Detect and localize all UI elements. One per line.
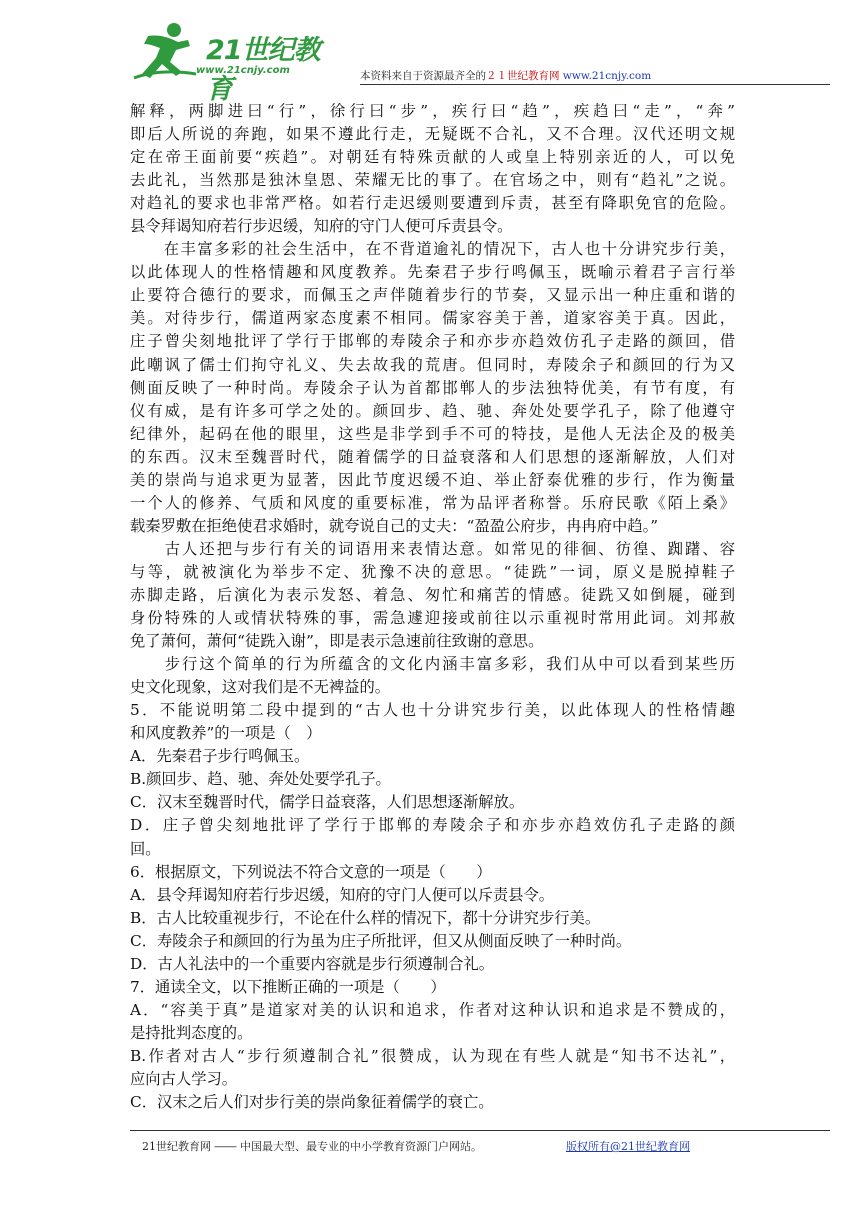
- text-line: C．汉末之后人们对步行美的崇尚象征着儒学的衰亡。: [130, 1093, 494, 1112]
- text-line: 步行这个简单的行为所蕴含的文化内涵丰富多彩，我们从中可以看到某些历: [130, 655, 735, 674]
- page-header: [130, 18, 830, 105]
- text-line: 免了萧何，萧何“徒跣入谢”，即是表示急速前往致谢的意思。: [130, 632, 544, 651]
- text-line: 与等，就被演化为举步不定、犹豫不决的意思。“徒跣”一词，原义是脱掉鞋子: [130, 562, 735, 581]
- header-url-link[interactable]: www.21cnjy.com: [562, 70, 652, 82]
- header-divider: [360, 84, 830, 85]
- text-line: D．庄子曾尖刻地批评了学行于邯郸的寿陵余子和亦步亦趋效仿孔子走路的颜: [130, 816, 735, 835]
- text-line: A．先秦君子步行鸣佩玉。: [130, 747, 310, 766]
- text-line: 即后人所说的奔跑，如果不遵此行走，无疑既不合礼，又不合理。汉代还明文规: [130, 125, 735, 144]
- text-line: A．县令拜谒知府若行步迟缓，知府的守门人便可以斥责县令。: [130, 885, 555, 904]
- text-line: 一个人的修养、气质和风度的重要标准，常为品评者称誉。乐府民歌《陌上桑》: [130, 493, 735, 512]
- text-line: B．古人比较重视步行，不论在什么样的情况下，都十分讲究步行美。: [130, 908, 601, 927]
- text-line: 史文化现象，这对我们是不无裨益的。: [130, 678, 391, 697]
- text-line: A．“容美于真”是道家对美的认识和追求，作者对这种认识和追求是不赞成的，: [130, 1000, 735, 1019]
- logo-url: www.21cnjy.com: [196, 65, 290, 76]
- text-line: 纪律外，起码在他的眼里，这些是非学到手不可的特技，是他人无法企及的极美: [130, 424, 735, 443]
- footer-divider: [130, 1130, 830, 1131]
- text-line: 县令拜谒知府若行步迟缓，知府的守门人便可斥责县令。: [130, 217, 513, 236]
- text-line: 的东西。汉末至魏晋时代，随着儒学的日益衰落和人们思想的逐渐解放，人们对: [130, 447, 735, 466]
- text-line: 6．根据原文，下列说法不符合文意的一项是（ ）: [130, 862, 492, 881]
- text-line: 5．不能说明第二段中提到的“古人也十分讲究步行美，以此体现人的性格情趣: [130, 701, 735, 720]
- text-line: 美。对待步行，儒道两家态度素不相同。儒家容美于善，道家容美于真。因此，: [130, 309, 735, 328]
- logo-wordmark: 21世纪教育: [206, 35, 320, 105]
- site-logo: [130, 18, 340, 105]
- text-line: 古人还把与步行有关的词语用来表情达意。如常见的徘徊、彷徨、踟躇、容: [130, 539, 735, 558]
- text-line: 侧面反映了一种时尚。寿陵余子认为首都邯郸人的步法独特优美，有节有度，有: [130, 378, 735, 397]
- text-line: 身份特殊的人或情状特殊的事，需急遽迎接或前往以示重视时常用此词。刘邦赦: [130, 609, 735, 628]
- header-source-note: [360, 68, 651, 83]
- text-line: 仪有威，是有许多可学之处的。颜回步、趋、驰、奔处处要学孔子，除了他遵守: [130, 401, 735, 420]
- text-line: 解释，两脚进曰“行”，徐行曰“步”，疾行曰“趋”，疾趋曰“走”，“奔”: [130, 102, 735, 120]
- text-line: 对趋礼的要求也非常严格。如若行走迟缓则要遭到斥责，甚至有降职免官的危险。: [130, 194, 735, 213]
- footer-tagline: 21世纪教育网 ―― 中国最大型、最专业的中小学教育资源门户网站。: [142, 1140, 482, 1153]
- text-line: B.颜回步、趋、驰、奔处处要学孔子。: [130, 770, 391, 789]
- text-line: 止要符合德行的要求，而佩玉之声伴随着步行的节奏，又显示出一种庄重和谐的: [130, 286, 735, 305]
- text-line: 去此礼，当然那是独沐皇恩、荣耀无比的事了。在官场之中，则有“趋礼”之说。: [130, 171, 735, 190]
- text-line: 是持批判态度的。: [130, 1023, 253, 1042]
- text-line: 以此体现人的性格情趣和风度教养。先秦君子步行鸣佩玉，既喻示着君子言行举: [130, 263, 735, 282]
- text-line: 赤脚走路，后演化为表示发怒、着急、匆忙和痛苦的情感。徒跣又如倒屣，碰到: [130, 585, 735, 604]
- article-body: [130, 100, 735, 1114]
- text-line: 庄子曾尖刻地批评了学行于邯郸的寿陵余子和亦步亦趋效仿孔子走路的颜回，借: [130, 332, 735, 351]
- text-line: 应向古人学习。: [130, 1069, 238, 1088]
- text-line: 在丰富多彩的社会生活中，在不背道逾礼的情况下，古人也十分讲究步行美，: [130, 240, 735, 259]
- page-footer: [130, 1130, 830, 1170]
- text-line: 载秦罗敷在拒绝使君求婚时，就夸说自己的丈夫：“盈盈公府步，冉冉府中趋。”: [130, 516, 659, 535]
- text-line: C．寿陵余子和颜回的行为虽为庄子所批评，但又从侧面反映了一种时尚。: [130, 931, 632, 950]
- header-note-prefix: 本资料来自于资源最齐全的: [360, 70, 486, 82]
- header-site-link[interactable]: ２１世纪教育网: [486, 70, 560, 82]
- text-line: B.作者对古人“步行须遵制合礼”很赞成，认为现在有些人就是“知书不达礼”，: [130, 1046, 735, 1065]
- text-line: 7．通读全文，以下推断正确的一项是（ ）: [130, 977, 446, 996]
- text-line: 回。: [130, 839, 161, 858]
- text-line: 和风度教养”的一项是（ ）: [130, 724, 322, 743]
- text-line: 此嘲讽了儒士们拘守礼义、失去故我的荒唐。但同时，寿陵余子和颜回的行为又: [130, 355, 735, 374]
- text-line: 定在帝王面前要“疾趋”。对朝廷有特殊贡献的人或皇上特别亲近的人，可以免: [130, 148, 735, 167]
- text-line: C．汉末至魏晋时代，儒学日益衰落，人们思想逐渐解放。: [130, 793, 525, 812]
- text-line: D．古人礼法中的一个重要内容就是步行须遵制合礼。: [130, 954, 495, 973]
- text-line: 美的崇尚与追求更为显著，因此节度迟缓不迫、举止舒泰优雅的步行，作为衡量: [130, 470, 735, 489]
- footer-copyright-link[interactable]: 版权所有@21世纪教育网: [566, 1140, 690, 1153]
